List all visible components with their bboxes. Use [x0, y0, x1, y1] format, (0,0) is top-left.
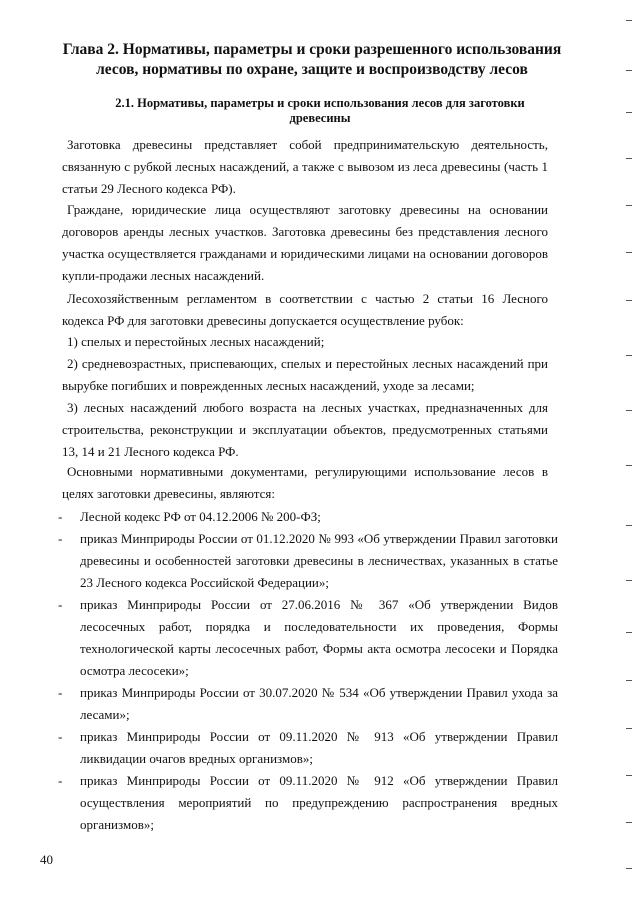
section-title: 2.1. Нормативы, параметры и сроки использования лесов для заготовки древесины — [115, 96, 525, 125]
paragraph-2: Граждане, юридические лица осуществляют заготовку древесины на основании договоров аренды лесных участков. Заготовка древесины без представления лесного участка осуществляется гражданами и юридическими лицами на основании договоров купли-продажи лесных насаждений. — [62, 202, 548, 283]
paragraph-3: Лесохозяйственным регламентом в соответствии с частью 2 статьи 16 Лесного кодекса РФ для заготовки древесины допускается осуществление рубок: — [62, 291, 548, 328]
list-marker: - — [58, 685, 63, 700]
list-item: - приказ Минприроды России от 27.06.2016 № 367 «Об утверждении Видов лесосечных работ, порядка и последовательности их проведения, Формы технологической карты лесосечных работ, Формы акта осмотра лесосеки и Порядка осмотра лесосеки»; — [58, 594, 558, 682]
list-item: - приказ Минприроды России от 01.12.2020 № 993 «Об утверждении Правил заготовки древесины и особенностей заготовки древесины в лесничествах, указанных в статье 23 Лесного кодекса Российской Федерации»; — [58, 528, 558, 594]
list-marker: - — [58, 729, 63, 744]
list-marker: - — [58, 531, 63, 546]
list-item: - приказ Минприроды России от 09.11.2020 № 913 «Об утверждении Правил ликвидации очагов вредных организмов»; — [58, 726, 558, 770]
list-marker: - — [58, 773, 63, 788]
documents-list — [58, 506, 558, 836]
page-number: 40 — [40, 852, 53, 867]
paragraph-7: Основными нормативными документами, регулирующими использование лесов в целях заготовки древесины, являются: — [62, 464, 548, 501]
paragraph-4: 1) спелых и перестойных лесных насаждений; — [67, 334, 325, 349]
paragraph-1: Заготовка древесины представляет собой предпринимательскую деятельность, связанную с рубкой лесных насаждений, а также с вывозом из леса древесины (часть 1 статьи 29 Лесного кодекса РФ). — [62, 137, 548, 196]
paragraph-5: 2) средневозрастных, приспевающих, спелых и перестойных лесных насаждений при вырубке погибших и поврежденных лесных насаждений, уходе за лесами; — [62, 356, 548, 393]
list-item: - приказ Минприроды России от 30.07.2020 № 534 «Об утверждении Правил ухода за лесами»; — [58, 682, 558, 726]
list-item: - Лесной кодекс РФ от 04.12.2006 № 200-ФЗ; — [58, 506, 558, 528]
list-item: - приказ Минприроды России от 09.11.2020 № 912 «Об утверждении Правил осуществления мероприятий по предупреждению распространения вредных организмов»; — [58, 770, 558, 836]
chapter-title: Глава 2. Нормативы, параметры и сроки разрешенного использования лесов, нормативы по охране, защите и воспроизводству лесов — [62, 41, 562, 78]
paragraph-6: 3) лесных насаждений любого возраста на лесных участках, предназначенных для строительства, реконструкции и эксплуатации объектов, предусмотренных статьями 13, 14 и 21 Лесного кодекса РФ. — [62, 400, 548, 459]
list-marker: - — [58, 597, 63, 612]
list-marker: - — [58, 509, 63, 524]
